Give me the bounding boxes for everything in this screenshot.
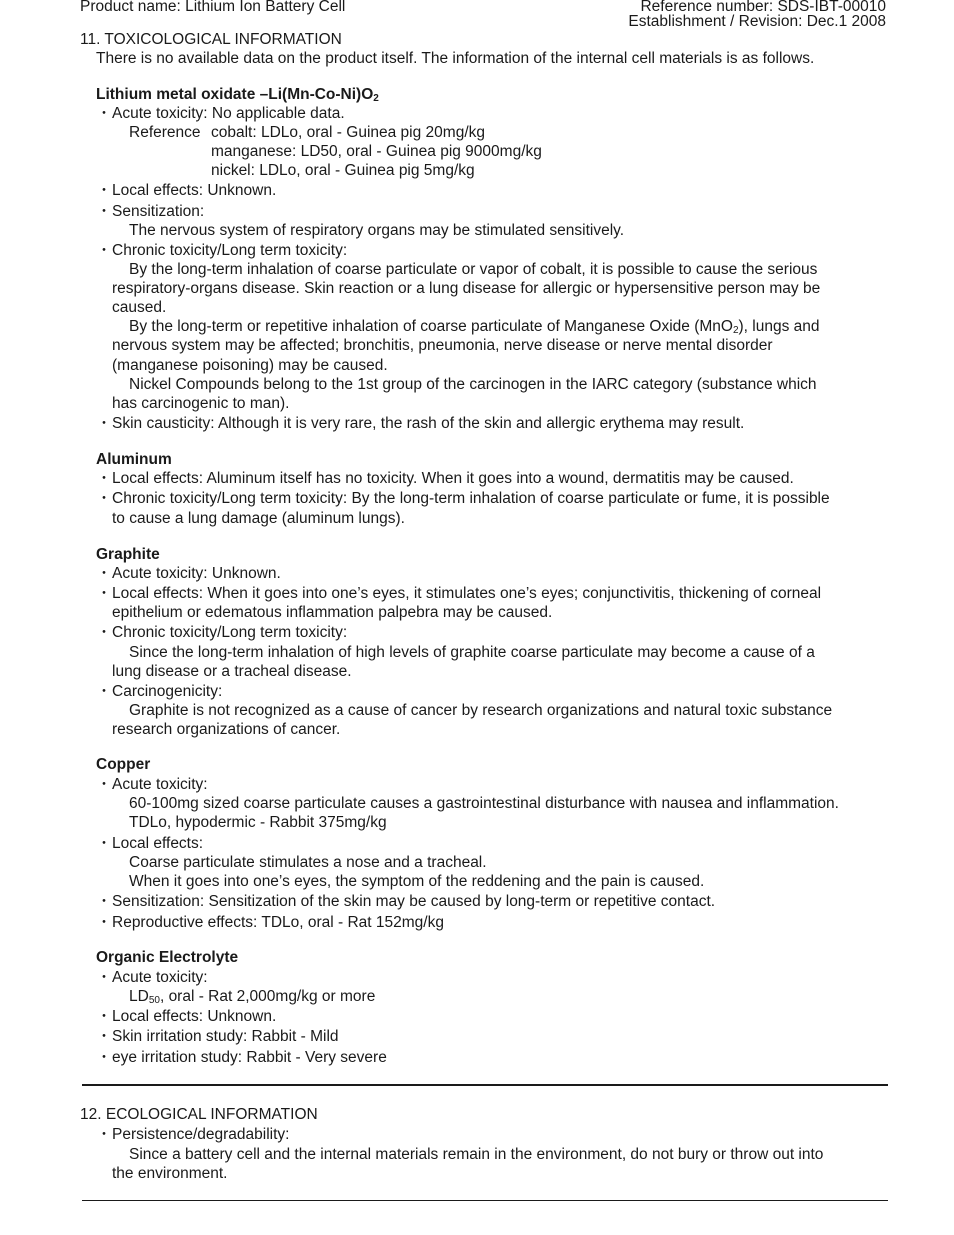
lmo-ref-nickel: nickel: LDLo, oral - Guinea pig 5mg/kg (211, 162, 475, 179)
lmo-chronic-cobalt-line2: respiratory-organs disease. Skin reaction or a lung disease for allergic or hypersensitive person may be (112, 280, 821, 297)
aluminum-chronic-toxicity: ・Chronic toxicity/Long term toxicity: By the long-term inhalation of coarse particulate or fume, it is possible (96, 490, 830, 507)
graphite-heading: Graphite (96, 546, 160, 563)
electrolyte-skin-irritation: ・Skin irritation study: Rabbit - Mild (96, 1028, 339, 1045)
lmo-ref-manganese: manganese: LD50, oral - Guinea pig 9000mg/kg (211, 143, 542, 160)
copper-acute-toxicity: ・Acute toxicity: (96, 776, 208, 793)
lmo-ref-cobalt: cobalt: LDLo, oral - Guinea pig 20mg/kg (211, 124, 485, 141)
aluminum-heading: Aluminum (96, 451, 172, 468)
lmo-chronic-manganese-line1: By the long-term or repetitive inhalation of coarse particulate of Manganese Oxide (MnO$_2$), lungs and (129, 318, 820, 336)
copper-local-effects: ・Local effects: (96, 835, 204, 852)
graphite-carcinogenicity: ・Carcinogenicity: (96, 683, 223, 700)
electrolyte-acute-toxicity: ・Acute toxicity: (96, 969, 208, 986)
copper-acute-line2: TDLo, hypodermic - Rabbit 375mg/kg (129, 814, 387, 831)
graphite-chronic-toxicity: ・Chronic toxicity/Long term toxicity: (96, 624, 348, 641)
lmo-chronic-cobalt-line3: caused. (112, 299, 167, 316)
lmo-local-effects: ・Local effects: Unknown. (96, 182, 277, 199)
section-12-title: 12. ECOLOGICAL INFORMATION (80, 1106, 318, 1123)
persistence-degradability: ・Persistence/degradability: (96, 1126, 290, 1143)
graphite-chronic-line1: Since the long-term inhalation of high levels of graphite coarse particulate may become a cause of a (129, 644, 815, 661)
lmo-acute-toxicity: ・Acute toxicity: No applicable data. (96, 105, 345, 122)
copper-local-line2: When it goes into one’s eyes, the symptom of the reddening and the pain is caused. (129, 873, 705, 890)
persistence-line1: Since a battery cell and the internal materials remain in the environment, do not bury or throw out into (129, 1146, 824, 1163)
lmo-sensitization: ・Sensitization: (96, 203, 205, 220)
lmo-skin-causticity: ・Skin causticity: Although it is very rare, the rash of the skin and allergic erythema may result. (96, 415, 745, 432)
document-reference (628, 0, 886, 31)
graphite-local-line2: epithelium or edematous inflammation palpebra may be caused. (112, 604, 553, 621)
section-divider (82, 1084, 888, 1086)
graphite-acute-toxicity: ・Acute toxicity: Unknown. (96, 565, 281, 582)
lmo-chronic-nickel-line1: Nickel Compounds belong to the 1st group of the carcinogen in the IARC category (substance which (129, 376, 817, 393)
graphite-chronic-line2: lung disease or a tracheal disease. (112, 663, 352, 680)
persistence-line2: the environment. (112, 1165, 228, 1182)
copper-reproductive-effects: ・Reproductive effects: TDLo, oral - Rat 152mg/kg (96, 914, 444, 931)
reference-number: Reference number: SDS-IBT-00010 (640, 0, 886, 15)
lmo-chronic-manganese-line3: (manganese poisoning) may be caused. (112, 357, 388, 374)
aluminum-chronic-line2: to cause a lung damage (aluminum lungs). (112, 510, 405, 527)
lmo-heading: Lithium metal oxidate $-Li(Mn-Co-Ni)O_2$ (96, 86, 379, 104)
section-11-title: 11. TOXICOLOGICAL INFORMATION (80, 31, 342, 48)
lmo-sensitization-text: The nervous system of respiratory organs may be stimulated sensitively. (129, 222, 625, 239)
copper-local-line1: Coarse particulate stimulates a nose and a tracheal. (129, 854, 487, 871)
lmo-chronic-cobalt-line1: By the long-term inhalation of coarse particulate or vapor of cobalt, it is possible to cause the serious (129, 261, 818, 278)
electrolyte-ld50: $LD_{50}$, oral - Rat 2,000mg/kg or more (129, 988, 376, 1006)
copper-heading: Copper (96, 756, 151, 773)
bottom-divider (82, 1200, 888, 1201)
graphite-local-effects: ・Local effects: When it goes into one’s eyes, it stimulates one’s eyes; conjunctivitis, thickening of corneal (96, 585, 822, 602)
graphite-carcinogenicity-line1: Graphite is not recognized as a cause of cancer by research organizations and natural toxic substance (129, 702, 833, 719)
electrolyte-local-effects: ・Local effects: Unknown. (96, 1008, 277, 1025)
product-name: Product name: Lithium Ion Battery Cell (80, 0, 346, 15)
electrolyte-heading: Organic Electrolyte (96, 949, 239, 966)
revision-date: Establishment / Revision: Dec.1 2008 (628, 12, 886, 30)
section-11-intro: There is no available data on the product itself. The information of the internal cell materials is as follows. (96, 50, 815, 67)
lmo-chronic-nickel-line2: has carcinogenic to man). (112, 395, 290, 412)
copper-sensitization: ・Sensitization: Sensitization of the skin may be caused by long-term or repetitive contact. (96, 893, 716, 910)
electrolyte-eye-irritation: ・eye irritation study: Rabbit - Very severe (96, 1049, 387, 1066)
lmo-reference-label: Reference (129, 124, 201, 141)
lmo-chronic-manganese-line2: nervous system may be affected; bronchitis, pneumonia, nerve disease or nerve mental disorder (112, 337, 773, 354)
lmo-chronic-toxicity: ・Chronic toxicity/Long term toxicity: (96, 242, 348, 259)
aluminum-local-effects: ・Local effects: Aluminum itself has no toxicity. When it goes into a wound, dermatitis may be caused. (96, 470, 794, 487)
graphite-carcinogenicity-line2: research organizations of cancer. (112, 721, 341, 738)
copper-acute-line1: 60-100mg sized coarse particulate causes a gastrointestinal disturbance with nausea and inflammation. (129, 795, 839, 812)
